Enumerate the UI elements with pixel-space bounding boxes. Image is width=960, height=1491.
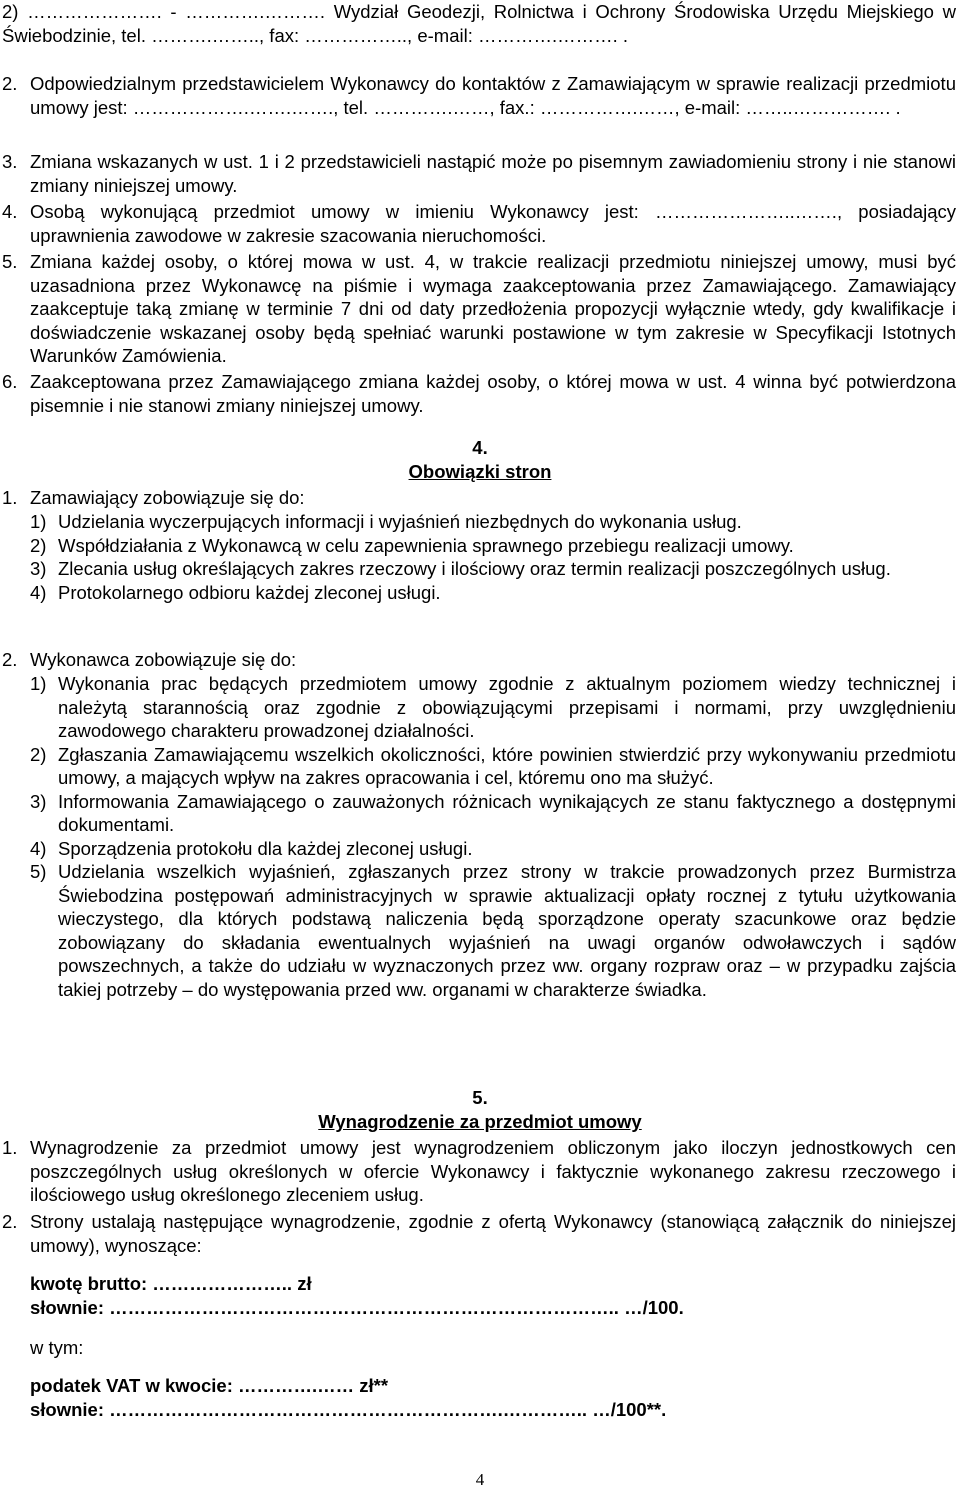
paragraph-number: 1.: [2, 487, 18, 508]
paragraph-number: 2.: [2, 1211, 18, 1232]
list-item: [0, 837, 960, 861]
list-item-text: Informowania Zamawiającego o zauważonych różnicach wynikających ze stanu faktycznego a dostępnymi dokumentami.: [58, 790, 956, 835]
list-item-number: 5): [30, 861, 47, 882]
paragraph-text: Wykonawca zobowiązuje się do:: [30, 649, 297, 670]
paragraph-text: Zamawiający zobowiązuje się do:: [30, 487, 305, 508]
paragraph-number: 1.: [2, 1137, 18, 1158]
list-item-text: Współdziałania z Wykonawcą w celu zapewnienia sprawnego przebiegu realizacji umowy.: [58, 534, 794, 556]
sec4-paragraph-1: [0, 486, 960, 510]
list-item-text: Protokolarnego odbioru każdej zleconej usługi.: [58, 581, 441, 603]
list-item-number: 1): [30, 511, 47, 532]
vat-amount: podatek VAT w kwocie: ………….…… zł**: [30, 1375, 389, 1396]
section-5-number: 5.: [472, 1087, 488, 1108]
paragraph-number: 3.: [2, 151, 18, 172]
amount-in-words: słownie: ……………………………………………………………………….. …/100.: [30, 1297, 684, 1318]
list-item: [0, 860, 960, 1001]
list-item-text: Udzielania wszelkich wyjaśnień, zgłaszanych przez strony w trakcie prowadzonych przez Burmistrza Świebodzina postępowań administracyjnych w sprawie aktualizacji opłaty rocznej z tytułu użytkowania wieczystego, dla których podstawą naliczenia będą sporządzone operaty szacunkowe oraz będzie zobowiązany do składania ewentualnych wyjaśnień na uwagi organów odwoławczych i sądów powszechnych, a także do udziału w wyznaczonych przez ww. organy rozpraw oraz – w przypadku zajścia takiej potrzeby – do występowania przed ww. organami w charakterze świadka.: [58, 861, 956, 1000]
including-label: w tym:: [30, 1337, 84, 1358]
list-item: [0, 534, 960, 558]
section-5-title: [0, 1110, 960, 1134]
paragraph-number: 2.: [2, 73, 18, 94]
paragraph-text: Zmiana każdej osoby, o której mowa w ust. 4, w trakcie realizacji przedmiotu niniejszej umowy, musi być uzasadniona przez Wykonawcę na piśmie i wymaga zaakceptowania przez Zamawiającego. Zamawiający zaakceptuje taką zmianę w terminie 7 dni od daty przedłożenia propozycji wyłącznie wtedy, gdy kwalifikacje i doświadczenie wskazanej osoby będą spełniać warunki postawione w tym zakresie w Specyfikacji Istotnych Warunków Zamówienia.: [30, 251, 956, 366]
list-item-text: Sporządzenia protokołu dla każdej zleconej usługi.: [58, 837, 473, 859]
paragraph-5: [0, 250, 960, 368]
list-item-text: Zlecania usług określających zakres rzeczowy i ilościowy oraz termin realizacji poszczególnych usług.: [58, 558, 891, 579]
section-4-number: 4.: [472, 437, 488, 458]
paragraph-text: Wynagrodzenie za przedmiot umowy jest wynagrodzeniem obliczonym jako iloczyn jednostkowych cen poszczególnych usług określonych w ofercie Wykonawcy i faktycznie wykonanego zakresu rzeczowego i ilościowego usług określonego zleceniem usług.: [30, 1137, 956, 1205]
paragraph-text: Strony ustalają następujące wynagrodzenie, zgodnie z ofertą Wykonawcy (stanowiącą załącznik do niniejszej umowy), wynoszące:: [30, 1211, 956, 1256]
list-item: [0, 510, 960, 534]
list-item-text: Wykonania prac będących przedmiotem umowy zgodnie z aktualnym poziomem wiedzy technicznej i należytą starannością oraz zgodnie z obowiązującymi przepisami i normami, przy uwzględnieniu zawodowego charakteru prowadzonej działalności.: [58, 673, 956, 741]
paragraph-3: [0, 150, 960, 197]
paragraph-text: Odpowiedzialnym przedstawicielem Wykonawcy do kontaktów z Zamawiającym w sprawie realizacji przedmiotu umowy jest: ……………….…….……., tel. ………….……, fax.: …………….……, e-mail: ……..……………. .: [30, 73, 956, 118]
list-item-number: 1): [30, 673, 47, 694]
list-item: [0, 581, 960, 605]
list-item: [0, 743, 960, 790]
section-title-text: Obowiązki stron: [408, 461, 552, 482]
section-title-text: Wynagrodzenie za przedmiot umowy: [318, 1111, 642, 1132]
list-item-number: 2): [30, 534, 47, 556]
paragraph-number: 4.: [2, 201, 18, 222]
paragraph-number: 5.: [2, 251, 18, 272]
page-number: 4: [475, 1470, 485, 1489]
paragraph-number: 6.: [2, 371, 18, 392]
paragraph-4: [0, 200, 960, 247]
sec4-paragraph-2: [0, 648, 960, 672]
list-item: [0, 672, 960, 743]
paragraph-number: 2.: [2, 649, 18, 670]
item-2-text: 2) …………………. - ………….………. Wydział Geodezji, Rolnictwa i Ochrony Środowiska Urzędu Miejskiego w Świebodzinie, tel. ……….…….., fax: …………….., e-mail: ………….………. .: [2, 1, 956, 46]
sec5-paragraph-2: [0, 1210, 960, 1257]
list-item-number: 3): [30, 790, 47, 812]
list-item-number: 3): [30, 558, 47, 579]
paragraph-text: Zmiana wskazanych w ust. 1 i 2 przedstawicieli nastąpić może po pisemnym zawiadomieniu strony i nie stanowi zmiany niniejszej umowy.: [30, 151, 956, 196]
sec5-paragraph-1: [0, 1136, 960, 1207]
list-item-number: 4): [30, 837, 47, 859]
paragraph-2: [0, 72, 960, 119]
paragraph-text: Zaakceptowana przez Zamawiającego zmiana każdej osoby, o której mowa w ust. 4 winna być potwierdzona pisemnie i nie stanowi zmiany niniejszej umowy.: [30, 371, 956, 416]
vat-in-words: słownie: ……………………………………………………….………….. …/100**.: [30, 1399, 667, 1420]
list-item-text: Zgłaszania Zamawiającemu wszelkich okoliczności, które powinien stwierdzić przy wykonywaniu przedmiotu umowy, a mających wpływ na zakres opracowania i cel, któremu ono ma służyć.: [58, 743, 956, 788]
section-4-title: [0, 460, 960, 484]
list-item-number: 4): [30, 581, 47, 603]
amount-brutto: kwotę brutto: ………………….. zł: [30, 1273, 312, 1294]
list-item-text: Udzielania wyczerpujących informacji i wyjaśnień niezbędnych do wykonania usług.: [58, 511, 742, 532]
list-item: [0, 790, 960, 837]
list-item-number: 2): [30, 743, 47, 765]
paragraph-6: [0, 370, 960, 417]
item-2-continuation: [0, 0, 960, 47]
list-item: [0, 557, 960, 581]
sec4-p1-list: [0, 510, 960, 604]
sec4-p2-list: [0, 672, 960, 1001]
paragraph-text: Osobą wykonującą przedmiot umowy w imieniu Wykonawcy jest: …………………..……., posiadający uprawnienia zawodowe w zakresie szacowania nieruchomości.: [30, 201, 956, 246]
